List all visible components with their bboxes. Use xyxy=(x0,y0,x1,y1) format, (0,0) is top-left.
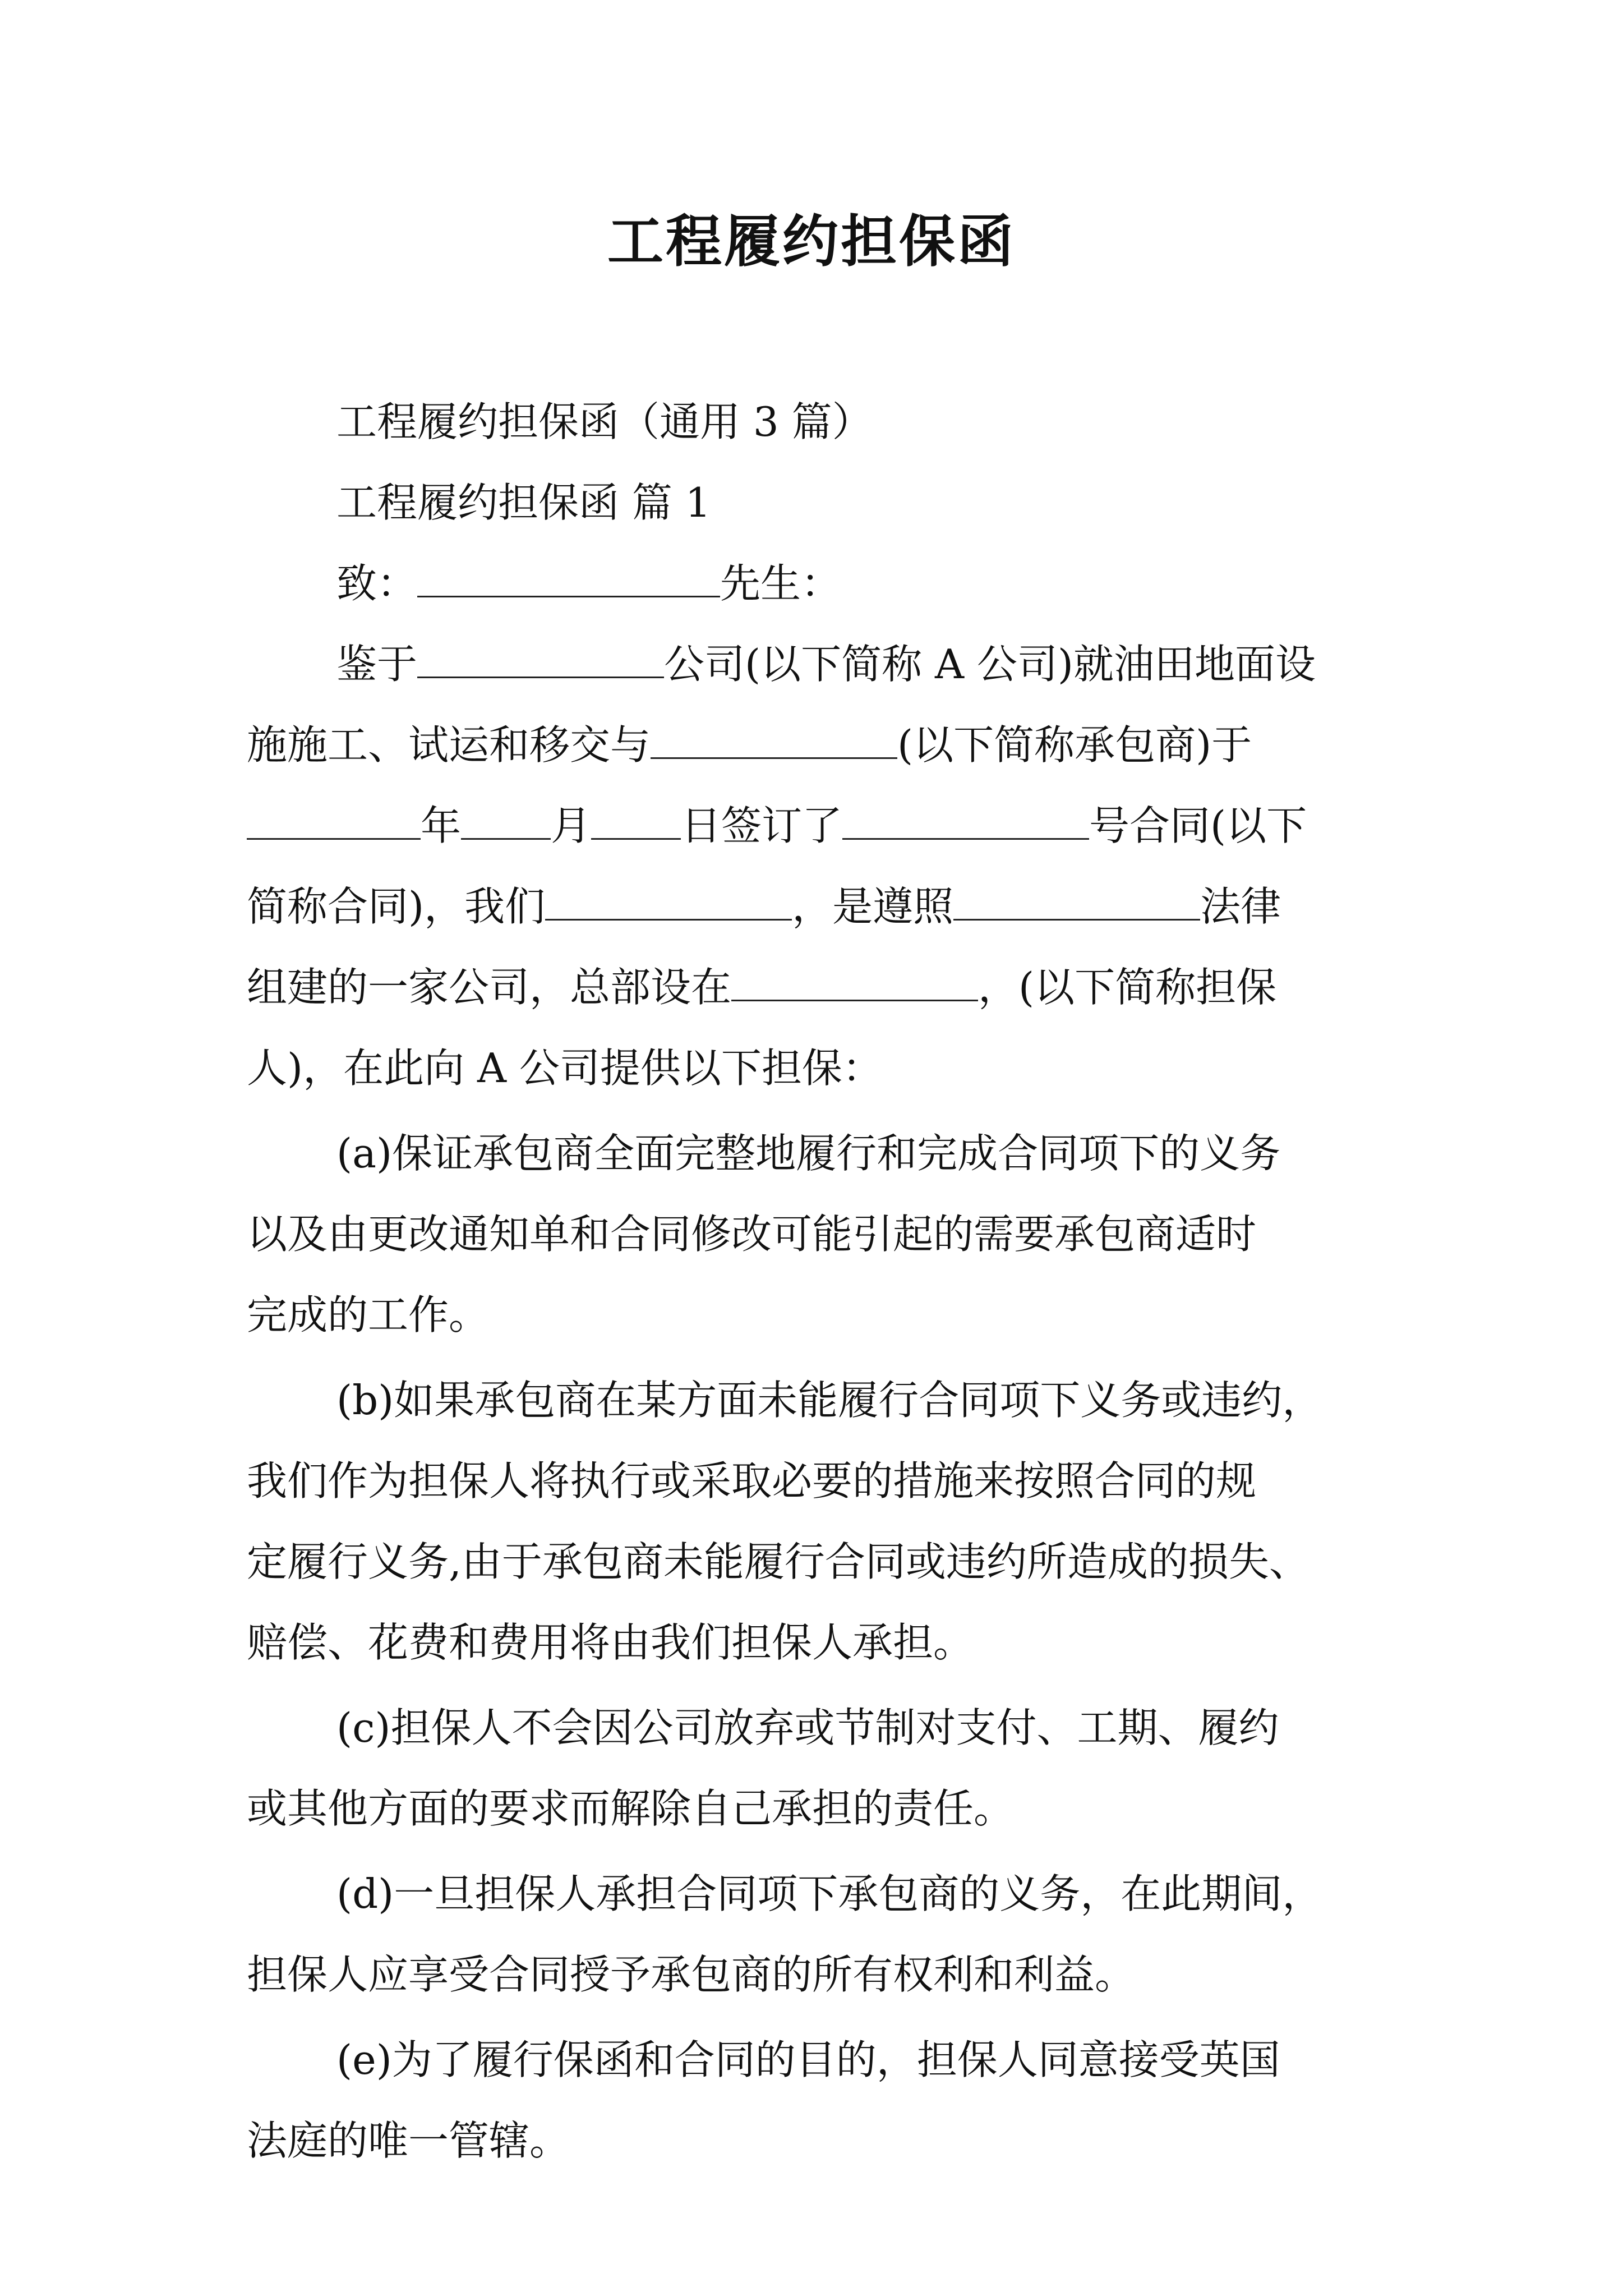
blank-month xyxy=(461,802,551,840)
clause-c-line: (c)担保人不会因公司放弃或节制对支付、工期、履约 xyxy=(336,1704,1279,1751)
intro-line xyxy=(247,1028,1380,1108)
text-run: ，(以下简称担保 xyxy=(978,964,1277,1011)
intro-line xyxy=(247,947,1380,1028)
clause-d-line: 担保人应享受合同授予承包商的所有权利和利益。 xyxy=(247,1951,1136,1998)
text-run: 日签订了 xyxy=(681,802,843,849)
text-run: 简称合同)，我们 xyxy=(247,883,546,930)
intro-line xyxy=(247,866,1380,947)
blank-field xyxy=(417,641,664,678)
clause-b-line: 我们作为担保人将执行或采取必要的措施来按照合同的规 xyxy=(247,1457,1257,1504)
blank-contract-no xyxy=(842,802,1089,840)
text-run: 号合同(以下 xyxy=(1089,802,1307,849)
text-run: (以下简称承包商)于 xyxy=(897,721,1252,769)
blank-field xyxy=(731,964,978,1001)
blank-day xyxy=(591,802,681,840)
salutation-suffix: 先生： xyxy=(720,560,842,607)
blank-field xyxy=(545,883,792,921)
document-title: 工程履约担保函 xyxy=(607,208,1016,274)
salutation-prefix: 致： xyxy=(336,560,418,607)
text-run: 施施工、试运和移交与 xyxy=(247,721,651,769)
text-run: 年 xyxy=(421,802,462,849)
blank-year xyxy=(247,802,421,840)
clause-b-line: (b)如果承包商在某方面未能履行合同项下义务或违约， xyxy=(336,1377,1323,1424)
blank-field xyxy=(651,721,897,759)
text-run: 法律 xyxy=(1200,883,1281,930)
blank-field xyxy=(953,883,1200,921)
salutation-line xyxy=(247,543,1380,624)
clause-b-line: 定履行义务,由于承包商未能履行合同或违约所造成的损失、 xyxy=(247,1538,1310,1585)
text-run: 鉴于 xyxy=(336,641,418,688)
blank-recipient xyxy=(417,560,720,597)
text-run: 人)，在此向 A 公司提供以下担保： xyxy=(247,1045,883,1092)
text-run: ，是遵照 xyxy=(792,883,954,930)
document-subtitle: 工程履约担保函（通用 3 篇） xyxy=(336,398,873,445)
clause-a-line: (a)保证承包商全面完整地履行和完成合同项下的义务 xyxy=(336,1130,1281,1177)
section-heading: 工程履约担保函 篇 1 xyxy=(336,479,711,526)
clause-e-line: 法庭的唯一管辖。 xyxy=(247,2117,570,2164)
clause-c-line: 或其他方面的要求而解除自己承担的责任。 xyxy=(247,1785,1015,1832)
clause-d-line: (d)一旦担保人承担合同项下承包商的义务，在此期间， xyxy=(336,1870,1323,1917)
clause-a-line: 以及由更改通知单和合同修改可能引起的需要承包商适时 xyxy=(247,1211,1257,1258)
text-run: 月 xyxy=(551,802,592,849)
document-body xyxy=(247,381,1380,2181)
clause-e-line: (e)为了履行保函和合同的目的，担保人同意接受英国 xyxy=(336,2036,1280,2083)
intro-line xyxy=(247,624,1380,705)
clause-a-line: 完成的工作。 xyxy=(247,1291,490,1338)
intro-line xyxy=(247,705,1380,785)
text-run: 组建的一家公司，总部设在 xyxy=(247,964,732,1011)
intro-line xyxy=(247,785,1380,866)
clause-b-line: 赔偿、花费和费用将由我们担保人承担。 xyxy=(247,1619,974,1666)
text-run: 公司(以下简称 A 公司)就油田地面设 xyxy=(664,641,1316,688)
